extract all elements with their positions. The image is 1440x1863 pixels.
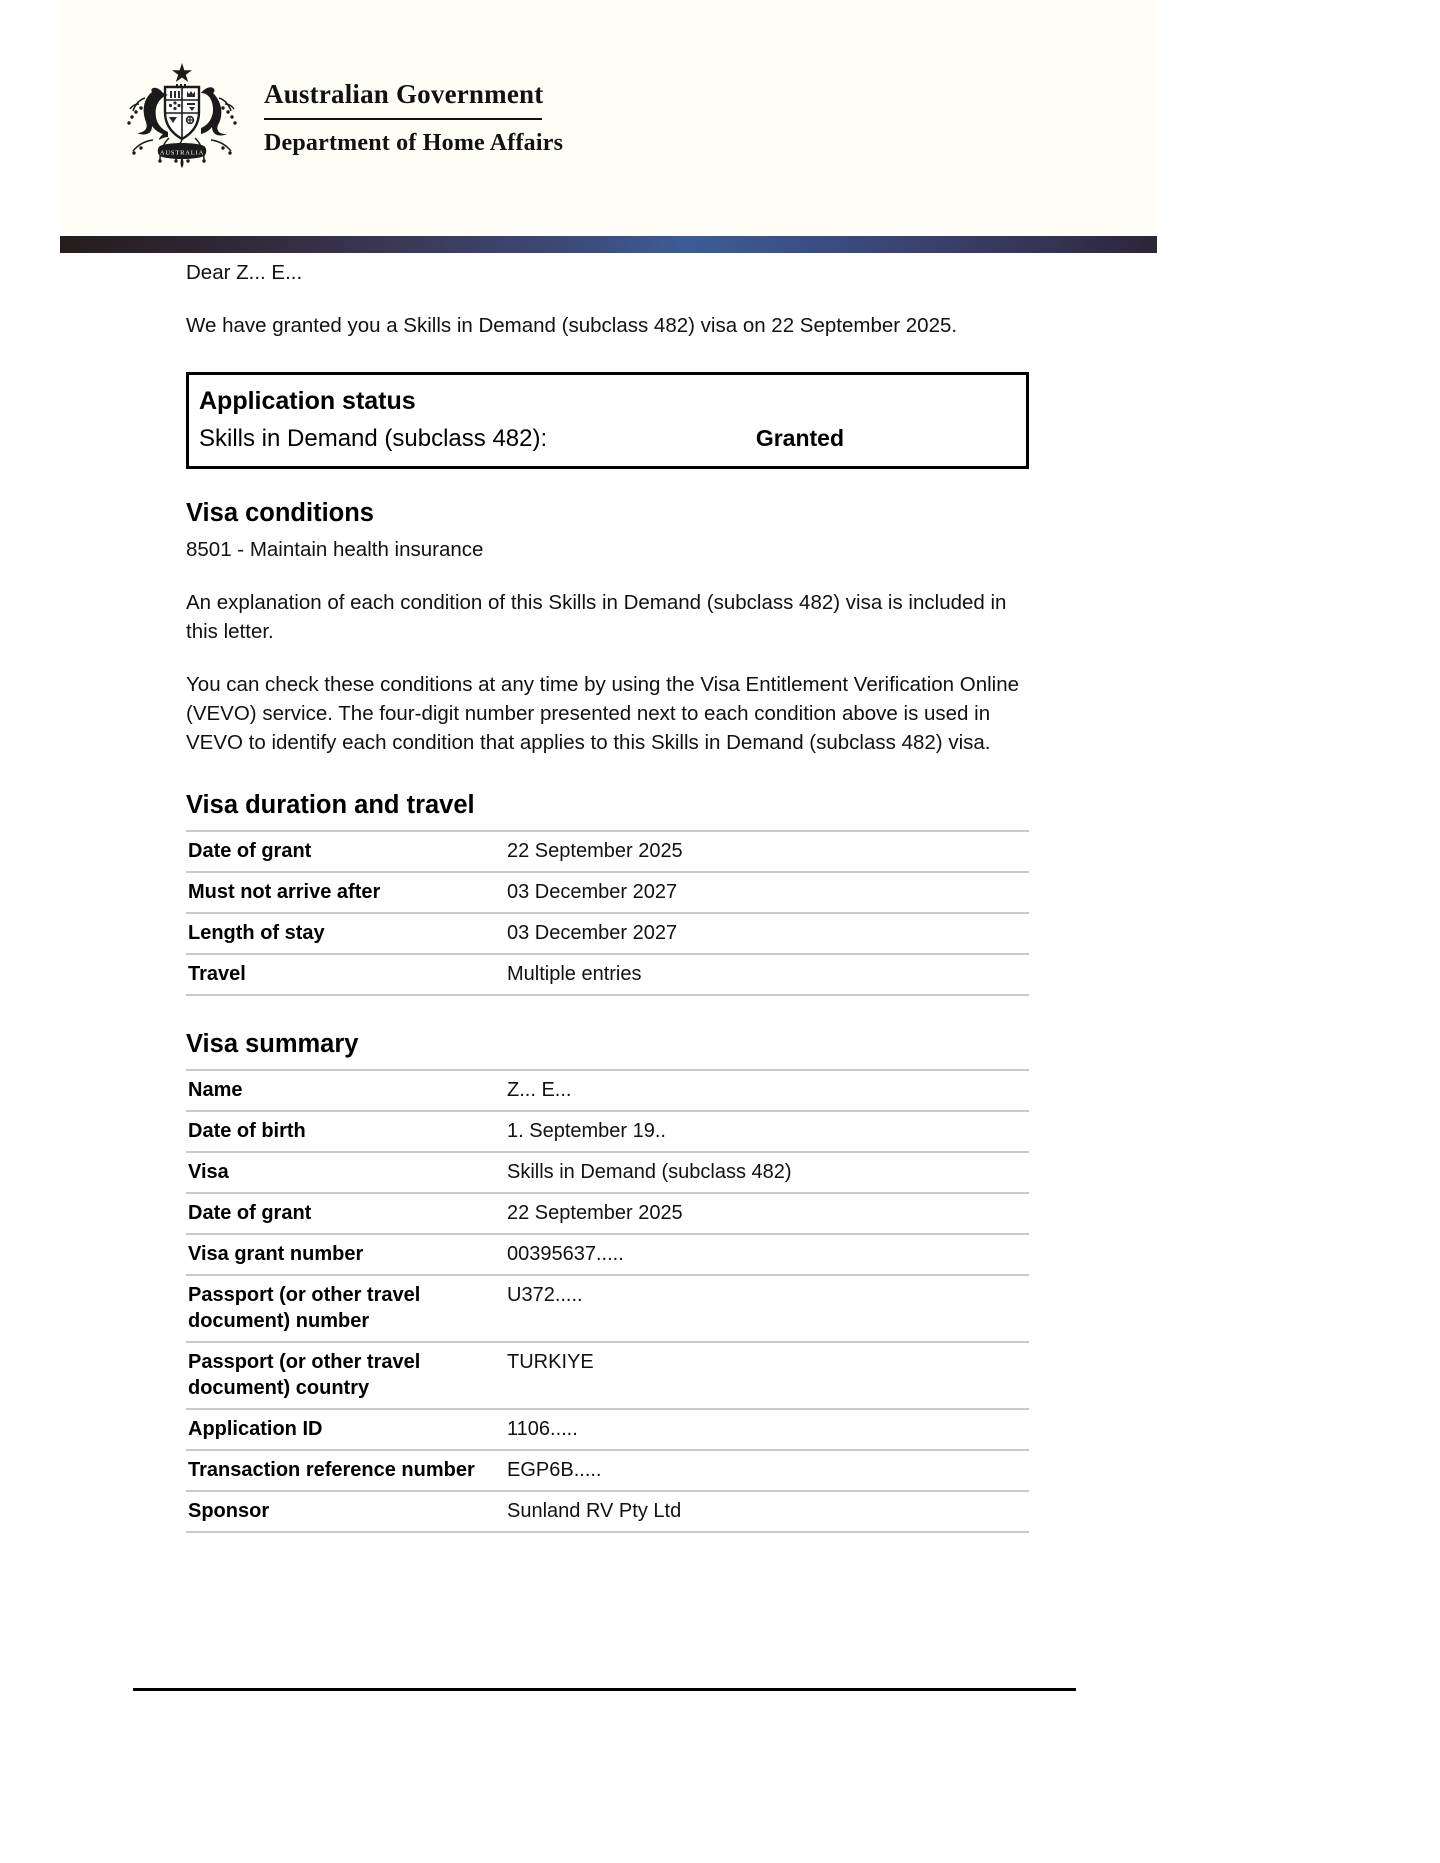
visa-duration-table-body	[186, 831, 1029, 995]
salutation: Dear Z... E...	[186, 261, 303, 284]
letterhead-divider	[264, 118, 542, 120]
table-row	[186, 1409, 1029, 1450]
table-row	[186, 1234, 1029, 1275]
row-value: 03 December 2027	[507, 872, 1029, 913]
row-value: TURKIYE	[507, 1342, 1029, 1409]
application-status-value: Granted	[755, 425, 844, 451]
row-label: Application ID	[186, 1409, 507, 1450]
table-row	[186, 954, 1029, 995]
table-row	[186, 872, 1029, 913]
row-label: Visa grant number	[186, 1234, 507, 1275]
row-value: U372.....	[507, 1275, 1029, 1342]
row-label: Travel	[186, 954, 507, 995]
row-label: Length of stay	[186, 913, 507, 954]
row-value: 03 December 2027	[507, 913, 1029, 954]
header-gradient-band	[60, 236, 1157, 253]
row-value: 1106.....	[507, 1409, 1029, 1450]
row-label: Date of grant	[186, 1193, 507, 1234]
svg-text:AUSTRALIA: AUSTRALIA	[159, 149, 205, 157]
table-row	[186, 1070, 1029, 1111]
row-label: Transaction reference number	[186, 1450, 507, 1491]
row-value: Multiple entries	[507, 954, 1029, 995]
visa-conditions-heading: Visa conditions	[186, 499, 374, 527]
application-status-heading: Application status	[199, 387, 416, 415]
table-row	[186, 1342, 1029, 1409]
row-label: Date of grant	[186, 831, 507, 872]
table-row	[186, 1275, 1029, 1342]
footer-divider	[133, 1688, 1076, 1691]
row-value: 00395637.....	[507, 1234, 1029, 1275]
table-row	[186, 1152, 1029, 1193]
table-row	[186, 913, 1029, 954]
vevo-paragraph: You can check these conditions at any time by using the Visa Entitlement Verification Online (VEVO) service. The four-digit number presented next to each condition above is used in VEVO to identify each condition that applies to this Skills in Demand (subclass 482) visa.	[186, 673, 1020, 754]
application-status-label: Skills in Demand (subclass 482):	[199, 425, 548, 452]
row-value: EGP6B.....	[507, 1450, 1029, 1491]
visa-summary-heading: Visa summary	[186, 1030, 359, 1058]
visa-summary-table-body	[186, 1070, 1029, 1532]
row-label: Passport (or other travel document) country	[186, 1342, 507, 1409]
row-label: Date of birth	[186, 1111, 507, 1152]
government-line: Australian Government	[264, 78, 544, 109]
row-value: Skills in Demand (subclass 482)	[507, 1152, 1029, 1193]
row-value: 22 September 2025	[507, 1193, 1029, 1234]
australian-coat-of-arms-icon	[118, 58, 246, 174]
table-row	[186, 1491, 1029, 1532]
visa-condition-item: 8501 - Maintain health insurance	[186, 538, 484, 561]
row-value: 1. September 19..	[507, 1111, 1029, 1152]
department-line: Department of Home Affairs	[264, 130, 564, 157]
visa-summary-table	[186, 1069, 1029, 1533]
application-status-box	[186, 372, 1029, 469]
row-label: Sponsor	[186, 1491, 507, 1532]
table-row	[186, 1111, 1029, 1152]
application-status-row	[189, 423, 1026, 454]
row-label: Name	[186, 1070, 507, 1111]
table-row	[186, 1450, 1029, 1491]
letterhead-text	[264, 74, 563, 159]
visa-duration-heading: Visa duration and travel	[186, 791, 475, 819]
row-label: Visa	[186, 1152, 507, 1193]
row-value: Sunland RV Pty Ltd	[507, 1491, 1029, 1532]
table-row	[186, 831, 1029, 872]
visa-duration-table	[186, 830, 1029, 996]
letterhead	[60, 0, 1157, 232]
row-value: 22 September 2025	[507, 831, 1029, 872]
row-label: Must not arrive after	[186, 872, 507, 913]
row-value: Z... E...	[507, 1070, 1029, 1111]
conditions-explanation-paragraph: An explanation of each condition of this Skills in Demand (subclass 482) visa is included in this letter.	[186, 591, 1007, 643]
table-row	[186, 1193, 1029, 1234]
row-label: Passport (or other travel document) number	[186, 1275, 507, 1342]
letter-body	[186, 258, 1029, 1533]
intro-paragraph: We have granted you a Skills in Demand (subclass 482) visa on 22 September 2025.	[186, 314, 958, 337]
